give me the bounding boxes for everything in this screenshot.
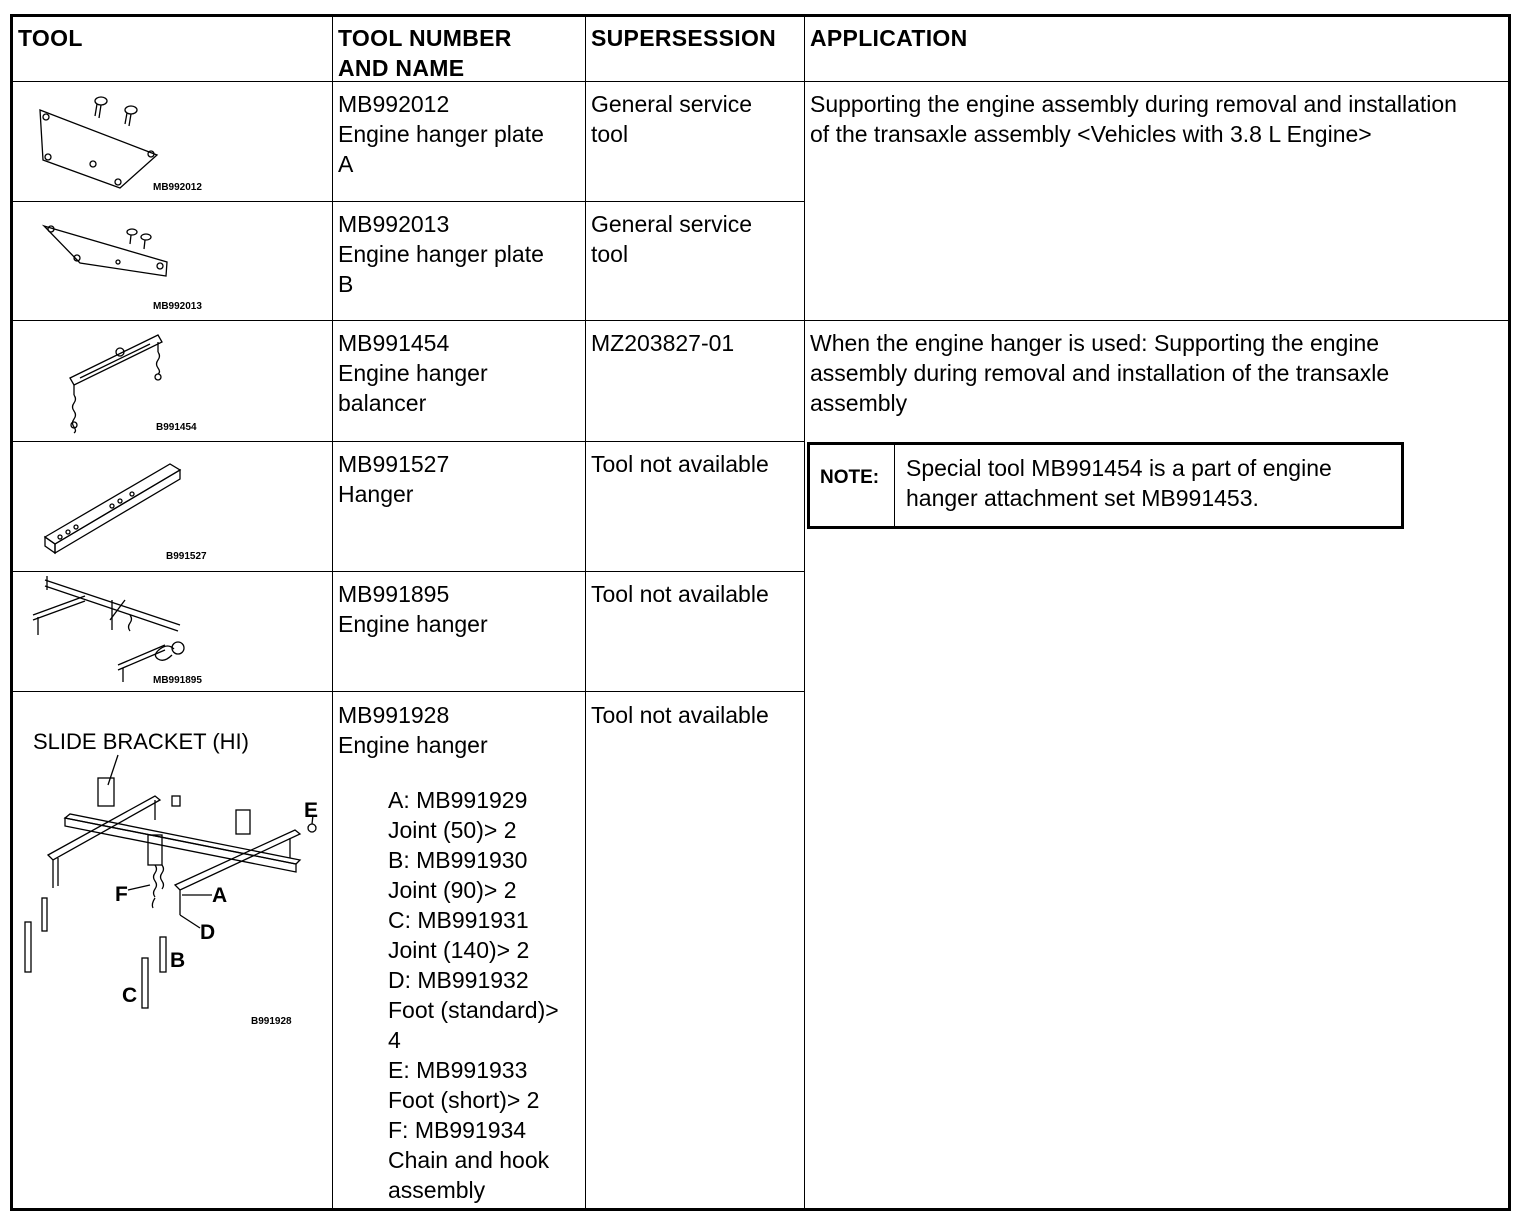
callout-d: D [200, 921, 216, 944]
row-divider-1 [12, 201, 804, 202]
slide-bracket-label: SLIDE BRACKET (HI) [33, 729, 249, 754]
supersession-4: Tool not available [591, 451, 769, 477]
tool-number-name-4: MB991527 Hanger [338, 451, 450, 507]
supersession-1: General service tool [591, 91, 753, 147]
note-label: NOTE: [820, 467, 880, 488]
callout-e: E [304, 799, 319, 822]
callout-f: F [115, 883, 128, 906]
caption-b991527: B991527 [166, 551, 207, 562]
caption-b991928: B991928 [251, 1016, 292, 1027]
header-divider [12, 81, 1509, 82]
supersession-3: MZ203827-01 [591, 330, 735, 356]
caption-mb991895: MB991895 [153, 675, 202, 686]
header-supersession: SUPERSESSION [591, 25, 777, 51]
tool-number-name-1: MB992012 Engine hanger plate A [338, 91, 544, 177]
supersession-2: General service tool [591, 211, 753, 267]
row-divider-2 [12, 320, 1509, 321]
callout-a: A [212, 884, 228, 907]
caption-mb992012: MB992012 [153, 182, 202, 193]
tool-number-name-5: MB991895 Engine hanger [338, 581, 488, 637]
caption-mb992013: MB992013 [153, 301, 202, 312]
header-tool-number-name: TOOL NUMBER AND NAME [338, 25, 512, 81]
supersession-5: Tool not available [591, 581, 769, 607]
note-box [807, 442, 1404, 529]
col-divider-1 [332, 16, 333, 1209]
application-2: When the engine hanger is used: Supporting the engine assembly during removal and installation of the transaxle assembly [810, 330, 1390, 416]
tool-number-name-3: MB991454 Engine hanger balancer [338, 330, 488, 416]
note-divider [894, 445, 895, 526]
tool-table [10, 14, 1511, 1211]
header-tool: TOOL [18, 25, 83, 51]
row-divider-3 [12, 441, 804, 442]
supersession-6: Tool not available [591, 702, 769, 728]
row-divider-4 [12, 571, 804, 572]
col-divider-3 [804, 16, 805, 1209]
caption-b991454: B991454 [156, 422, 197, 433]
tool-number-name-2: MB992013 Engine hanger plate B [338, 211, 544, 297]
tool-parts-list: A: MB991929 Joint (50)> 2 B: MB991930 Joint (90)> 2 C: MB991931 Joint (140)> 2 D: MB991932 Foot (standard)> 4 E: MB991933 Foot (short)> 2 F: MB991934 Chain and hook assembly [388, 787, 559, 1203]
col-divider-2 [585, 16, 586, 1209]
tool-number-name-6: MB991928 Engine hanger [338, 702, 488, 758]
header-application: APPLICATION [810, 25, 968, 51]
note-text: Special tool MB991454 is a part of engine hanger attachment set MB991453. [906, 455, 1332, 511]
callout-b: B [170, 949, 186, 972]
application-1: Supporting the engine assembly during removal and installation of the transaxle assembly <Vehicles with 3.8 L Engine> [810, 91, 1457, 147]
callout-c: C [122, 984, 138, 1007]
row-divider-5 [12, 691, 804, 692]
engine-hanger-mb991928-illustration [0, 0, 1, 1]
